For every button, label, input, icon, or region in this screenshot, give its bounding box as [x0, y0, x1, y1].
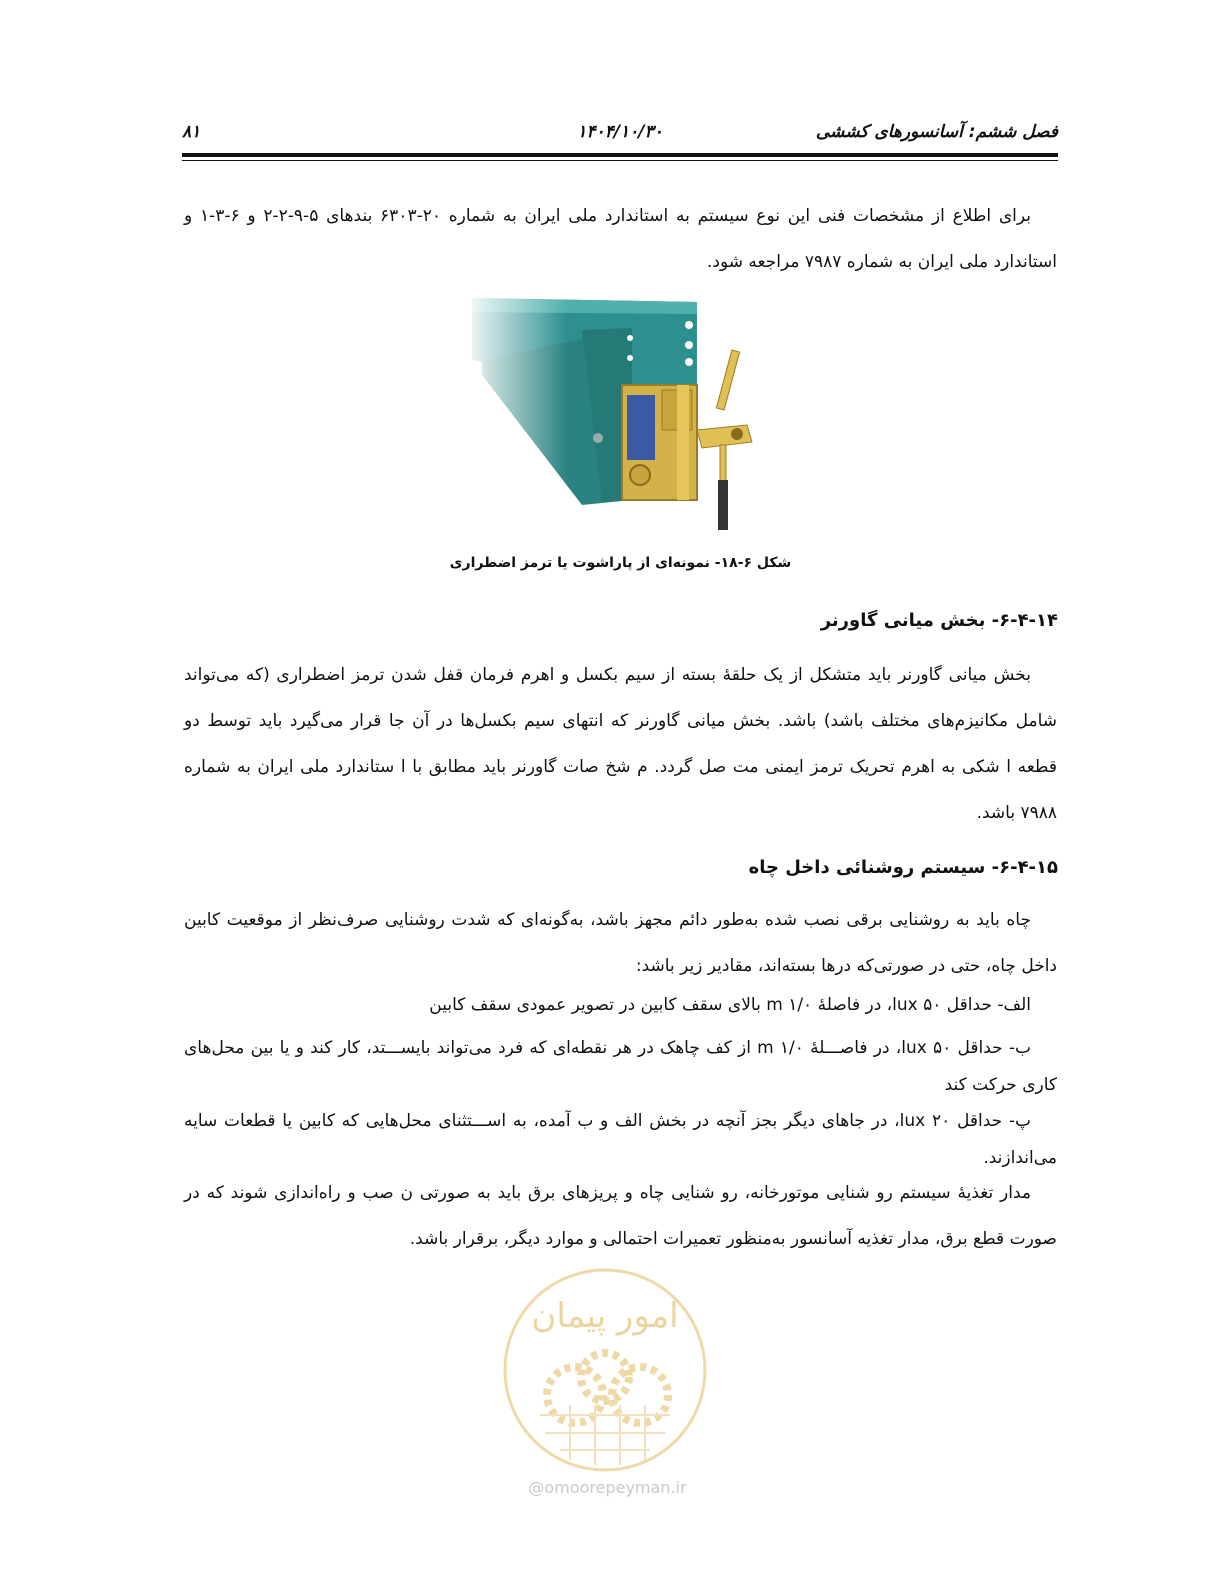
list-item-a: الف- حداقل lux ۵۰، در فاصلهٔ m ۱/۰ بالای سقف کابین در تصویر عمودی سقف کابین [429, 995, 1031, 1015]
page-number: ۸۱ [182, 122, 201, 142]
header-rule-thick [182, 153, 1058, 157]
header-date: ۱۴۰۴/۱۰/۳۰ [577, 122, 663, 142]
section-15-body: چاه باید به روشنایی برقی نصب شده به‌طور دائم مجهز باشد، به‌گونه‌ای که شدت روشنایی صرف‌نظر از موقعیت کابین داخل چاه، حتی در صورتی‌که درها بسته‌اند، مقادیر زیر باشد: [184, 910, 1057, 976]
figure-caption: شکل ۶-۱۸- نمونه‌ای از پاراشوت یا ترمز اضطراری [449, 555, 792, 571]
section-15-heading: ۶-۴-۱۵- سیستم روشنائی داخل چاه [748, 857, 1058, 878]
section-14-body: بخش میانی گاورنر باید متشکل از یک حلقهٔ بسته از سیم بکسل و اهرم فرمان قفل شدن ترمز اضطراری (که می‌تواند شامل مکانیزم‌های مختلف باشد) باشد. بخش میانی گاورنر که انتهای سیم بکسل‌ها در آن جا قرار می‌گیرد باید توسط دو قطعه ا شکی به اهرم تحریک ترمز ایمنی مت صل گردد. م شخ صات گاورنر باید مطابق با ا ستاندارد ملی ایران به شماره ۷۹۸۸ باشد. [184, 665, 1057, 823]
section-14-heading: ۶-۴-۱۴- بخش میانی گاورنر [820, 610, 1058, 631]
list-item-b: ب- حداقل lux ۵۰، در فاصـــلهٔ m ۱/۰ از کف چاهک در هر نقطه‌ای که فرد می‌تواند بایســـتد، کار کند و یا بین محل‌های کاری حرکت کند [184, 1038, 1057, 1095]
chapter-title: فصل ششم: آسانسورهای کششی [815, 122, 1058, 142]
list-item-p: پ- حداقل lux ۲۰، در جاهای دیگر بجز آنچه در بخش الف و ب آمده، به اســـتثنای محل‌هایی که کابین یا قطعات سایه می‌اندازند. [184, 1111, 1057, 1168]
page-header [182, 122, 1058, 148]
closing-paragraph: مدار تغذیهٔ سیستم رو شنایی موتورخانه، رو شنایی چاه و پریزهای برق باید به صورتی ن صب و راه‌اندازی شوند که در صورت قطع برق، مدار تغذیه آسانسور به‌منظور تعمیرات احتمالی و موارد دیگر، برقرار باشد. [184, 1183, 1057, 1249]
watermark-site: @omoorepeyman.ir [528, 1478, 687, 1497]
safety-gear-photo [462, 290, 762, 535]
header-rule-thin [182, 160, 1058, 161]
watermark-seal [500, 1265, 710, 1475]
svg-text:امور پیمان: امور پیمان [531, 1296, 679, 1336]
intro-paragraph: برای اطلاع از مشخصات فنی این نوع سیستم به استاندارد ملی ایران به شماره ۲۰-۶۳۰۳ بندهای ۵-۹-۲-۲ و ۶-۳-۱ و استاندارد ملی ایران به شماره ۷۹۸۷ مراجعه شود. [184, 206, 1057, 272]
